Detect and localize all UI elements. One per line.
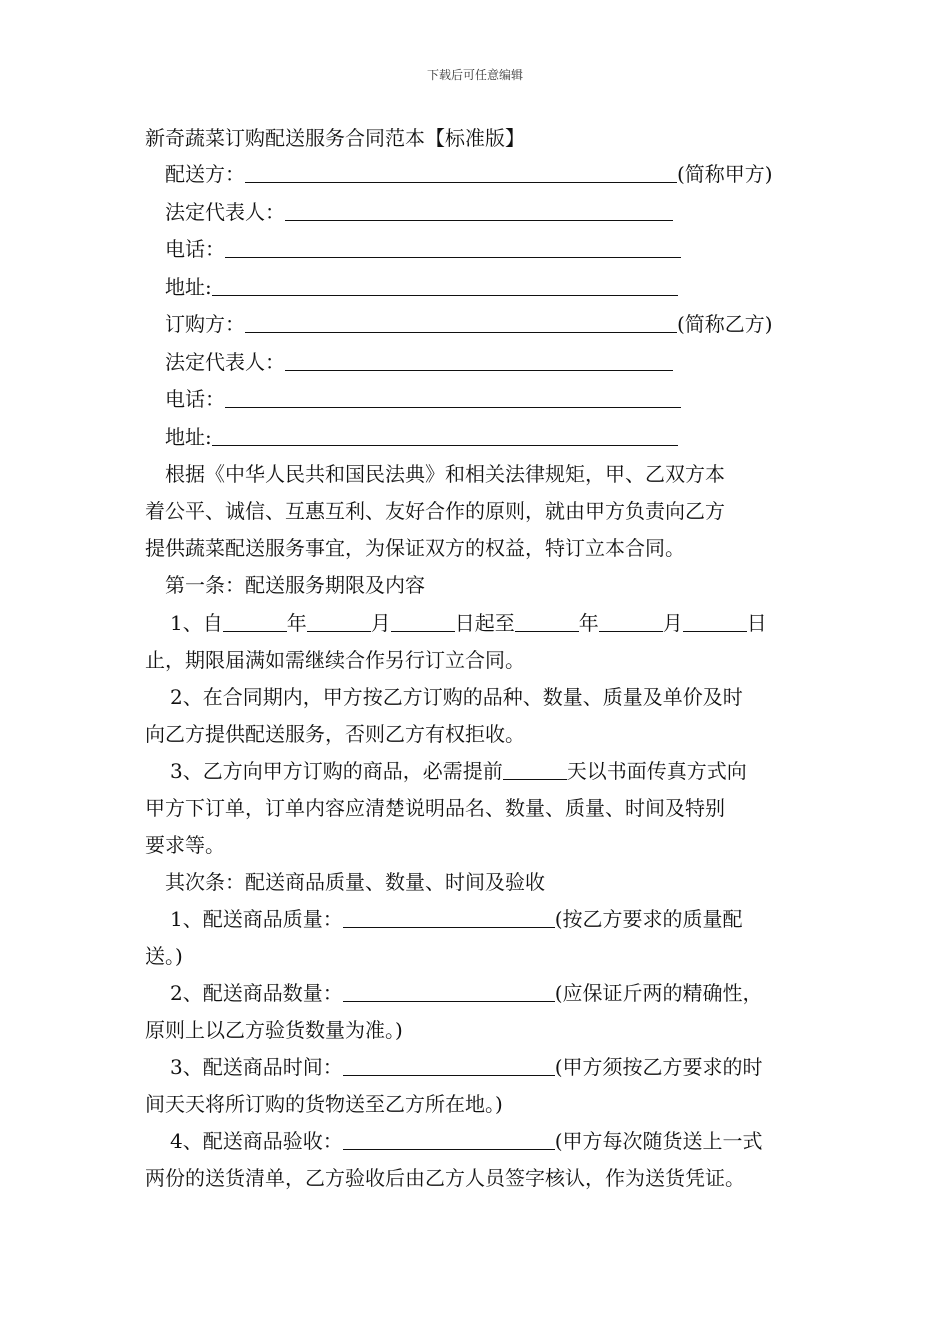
article-2-item-3-line-1 <box>145 1049 825 1086</box>
party-b-rep-line <box>145 344 825 382</box>
party-b-blank[interactable] <box>245 310 677 333</box>
quality-note: (按乙方要求的质量配 <box>554 907 743 931</box>
article-1-item-2-line-2: 向乙方提供配送服务，否则乙方有权拒收。 <box>145 721 525 746</box>
start-month-blank[interactable] <box>307 609 371 632</box>
party-b-phone-line <box>145 381 825 419</box>
end-day-blank[interactable] <box>683 609 747 632</box>
advance-days-blank[interactable] <box>503 757 567 780</box>
article-1-item-2 <box>145 679 825 753</box>
quality-label: 1、配送商品质量： <box>170 907 343 931</box>
party-a-address-blank[interactable] <box>212 273 678 296</box>
article-2-heading: 其次条：配送商品质量、数量、时间及验收 <box>165 869 545 894</box>
party-a-phone-label: 电话： <box>165 237 225 261</box>
article-1-item-2-line-1: 2、在合同期内，甲方按乙方订购的品种、数量、质量及单价及时 <box>170 684 743 709</box>
party-b-phone-label: 电话： <box>165 387 225 411</box>
day-end-text: 日 <box>746 610 767 635</box>
article-1-heading: 第一条：配送服务期限及内容 <box>165 573 425 597</box>
intro-line-1: 根据《中华人民共和国民法典》和相关法律规矩，甲、乙双方本 <box>165 462 725 486</box>
party-a-address-label: 地址: <box>165 274 212 299</box>
contract-document <box>145 120 825 1197</box>
party-a-blank[interactable] <box>245 160 677 183</box>
start-day-blank[interactable] <box>391 609 455 632</box>
party-a-address-line <box>145 269 825 307</box>
acceptance-label: 4、配送商品验收： <box>170 1129 343 1153</box>
party-b-label: 订购方： <box>165 312 245 336</box>
party-a-phone-line <box>145 231 825 269</box>
article-2-item-2-line-1 <box>145 975 825 1012</box>
time-label: 3、配送商品时间： <box>170 1055 343 1079</box>
article-2-item-1 <box>145 901 825 975</box>
month-text: 月 <box>370 610 391 635</box>
party-a-rep-label: 法定代表人： <box>165 199 285 224</box>
intro-line-2: 着公平、诚信、互惠互利、友好合作的原则，就由甲方负责向乙方 <box>145 499 725 523</box>
party-a-suffix: (简称甲方) <box>677 162 773 186</box>
party-b-phone-blank[interactable] <box>225 385 681 408</box>
article-1-item-3-line-3: 要求等。 <box>145 832 225 857</box>
party-b-address-label: 地址: <box>165 424 212 449</box>
article-1-item-3-line-1 <box>145 753 825 790</box>
article-1-item-3 <box>145 753 825 864</box>
article-2-item-1-line-2: 送。) <box>145 944 183 968</box>
party-a-rep-line <box>145 194 825 232</box>
year-text: 年 <box>286 610 307 635</box>
document-title: 新奇蔬菜订购配送服务合同范本【标准版】 <box>145 126 525 150</box>
start-year-blank[interactable] <box>223 609 287 632</box>
article-2-item-4 <box>145 1123 825 1197</box>
page-header-note: 下载后可任意编辑 <box>426 68 523 82</box>
day-from-text: 日起至 <box>454 610 515 635</box>
party-a-rep-blank[interactable] <box>285 198 673 221</box>
acceptance-note: (甲方每次随货送上一式 <box>554 1129 763 1153</box>
article-1-item-1-line-2: 止，期限届满如需继续合作另行订立合同。 <box>145 647 525 672</box>
party-a-label: 配送方： <box>165 162 245 186</box>
article-2-item-1-line-1 <box>145 901 825 938</box>
party-b-address-line <box>145 419 825 457</box>
intro-paragraph <box>145 456 825 567</box>
article-2-item-4-line-1 <box>145 1123 825 1160</box>
item-3-text-2: 天以书面传真方式向 <box>566 758 747 783</box>
party-b-address-blank[interactable] <box>212 423 678 446</box>
item-3-text-1: 3、乙方向甲方订购的商品，必需提前 <box>170 758 503 783</box>
article-2-item-2-line-2: 原则上以乙方验货数量为准。) <box>145 1018 403 1042</box>
article-2-item-4-line-2: 两份的送货清单，乙方验收后由乙方人员签字核认，作为送货凭证。 <box>145 1166 745 1190</box>
article-2-item-3-line-2: 间天天将所订购的货物送至乙方所在地。) <box>145 1092 503 1116</box>
article-2-item-3 <box>145 1049 825 1123</box>
month2-text: 月 <box>662 610 683 635</box>
time-blank[interactable] <box>343 1053 555 1076</box>
intro-line-3: 提供蔬菜配送服务事宜，为保证双方的权益，特订立本合同。 <box>145 536 685 560</box>
quantity-blank[interactable] <box>343 979 555 1002</box>
quantity-label: 2、配送商品数量： <box>170 981 343 1005</box>
party-a-phone-blank[interactable] <box>225 235 681 258</box>
quality-blank[interactable] <box>343 905 555 928</box>
end-month-blank[interactable] <box>599 609 663 632</box>
end-year-blank[interactable] <box>515 609 579 632</box>
party-b-rep-label: 法定代表人： <box>165 349 285 374</box>
article-2-item-2 <box>145 975 825 1049</box>
party-b-suffix: (简称乙方) <box>677 312 773 336</box>
party-a-line <box>145 156 825 194</box>
article-1-item-3-line-2: 甲方下订单，订单内容应清楚说明品名、数量、质量、时间及特别 <box>145 795 725 820</box>
acceptance-blank[interactable] <box>343 1127 555 1150</box>
year2-text: 年 <box>578 610 599 635</box>
item-1-start-text: 1、自 <box>170 610 223 635</box>
article-1-item-1-line-1 <box>145 605 825 642</box>
time-note: (甲方须按乙方要求的时 <box>554 1055 763 1079</box>
article-1-item-1 <box>145 605 825 679</box>
party-b-line <box>145 306 825 344</box>
party-b-rep-blank[interactable] <box>285 348 673 371</box>
quantity-note: (应保证斤两的精确性， <box>554 981 763 1005</box>
